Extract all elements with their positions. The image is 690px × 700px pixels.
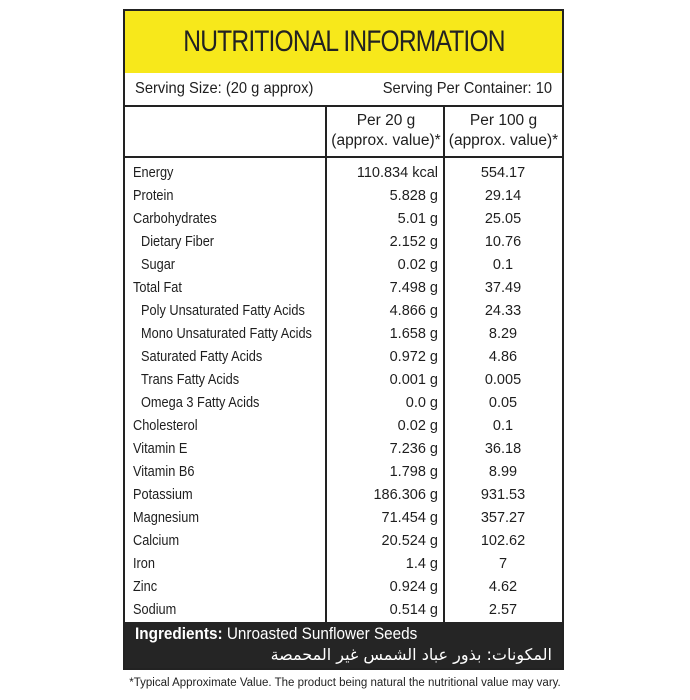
panel-title: NUTRITIONAL INFORMATION bbox=[182, 25, 505, 58]
nutrient-row bbox=[125, 599, 562, 622]
per-100-header-line2: (approx. value)* bbox=[448, 132, 559, 149]
nutrient-name: Vitamin B6 bbox=[133, 464, 195, 480]
per-100-value: 8.29 bbox=[488, 326, 518, 342]
per-100-value: 0.1 bbox=[492, 257, 514, 273]
per-serving-value: 186.306 g bbox=[373, 487, 438, 503]
nutrient-row bbox=[125, 346, 562, 369]
ingredients-arabic: المكونات: بذور عباد الشمس غير المحمصة bbox=[270, 645, 552, 664]
ingredients-text: Unroasted Sunflower Seeds bbox=[222, 624, 418, 643]
per-100-value: 8.99 bbox=[488, 464, 518, 480]
nutrient-row bbox=[125, 392, 562, 415]
per-serving-value: 5.01 g bbox=[397, 211, 438, 227]
nutrient-row bbox=[125, 208, 562, 231]
per-100-value: 36.18 bbox=[484, 441, 522, 457]
per-100-value: 7 bbox=[498, 556, 508, 572]
per-serving-value: 5.828 g bbox=[389, 188, 438, 204]
per-serving-value: 0.001 g bbox=[389, 372, 438, 388]
per-100-value: 4.62 bbox=[488, 579, 518, 595]
per-100-value: 24.33 bbox=[484, 303, 522, 319]
nutrient-name: Magnesium bbox=[133, 510, 199, 526]
nutrient-row bbox=[125, 369, 562, 392]
ingredients-label: Ingredients: bbox=[135, 624, 223, 643]
nutrient-row bbox=[125, 461, 562, 484]
nutrient-name: Omega 3 Fatty Acids bbox=[141, 395, 260, 411]
per-100-value: 37.49 bbox=[484, 280, 522, 296]
nutrient-name: Saturated Fatty Acids bbox=[141, 349, 263, 365]
nutrient-row bbox=[125, 530, 562, 553]
nutrient-row bbox=[125, 438, 562, 461]
nutrient-name: Calcium bbox=[133, 533, 180, 549]
nutrient-table bbox=[125, 162, 562, 622]
per-100-value: 554.17 bbox=[480, 165, 526, 181]
serving-size: Serving Size: (20 g approx) bbox=[135, 80, 314, 97]
per-serving-value: 0.02 g bbox=[397, 418, 438, 434]
ingredients-english bbox=[135, 624, 417, 644]
per-serving-value: 7.498 g bbox=[389, 280, 438, 296]
footnote: *Typical Approximate Value. The product being natural the nutritional value may vary. bbox=[129, 677, 561, 689]
nutrient-name: Trans Fatty Acids bbox=[141, 372, 240, 388]
per-100-value: 4.86 bbox=[488, 349, 518, 365]
per-100-value: 357.27 bbox=[480, 510, 526, 526]
per-serving-header bbox=[327, 111, 445, 151]
per-serving-value: 0.02 g bbox=[397, 257, 438, 273]
per-serving-value: 0.972 g bbox=[389, 349, 438, 365]
per-serving-value: 0.0 g bbox=[405, 395, 438, 411]
per-serving-value: 20.524 g bbox=[381, 533, 438, 549]
per-serving-value: 71.454 g bbox=[381, 510, 438, 526]
per-serving-value: 1.4 g bbox=[405, 556, 438, 572]
per-100-header bbox=[445, 111, 562, 151]
nutrient-name: Dietary Fiber bbox=[141, 234, 215, 250]
per-100-value: 102.62 bbox=[480, 533, 526, 549]
nutrient-name: Cholesterol bbox=[133, 418, 198, 434]
per-100-header-line1: Per 100 g bbox=[469, 112, 538, 129]
per-serving-value: 110.834 kcal bbox=[356, 165, 438, 181]
nutrient-row bbox=[125, 231, 562, 254]
nutrient-row bbox=[125, 415, 562, 438]
per-serving-value: 4.866 g bbox=[389, 303, 438, 319]
per-serving-value: 2.152 g bbox=[389, 234, 438, 250]
per-100-value: 25.05 bbox=[484, 211, 522, 227]
column-header-row bbox=[125, 107, 562, 158]
per-serving-value: 1.658 g bbox=[389, 326, 438, 342]
nutrient-row bbox=[125, 484, 562, 507]
serving-info-row bbox=[125, 73, 562, 107]
per-100-value: 0.005 bbox=[484, 372, 522, 388]
ingredients-box bbox=[125, 622, 562, 668]
nutrient-name: Energy bbox=[133, 165, 174, 181]
nutrient-name: Vitamin E bbox=[133, 441, 188, 457]
nutrient-row bbox=[125, 507, 562, 530]
per-100-value: 10.76 bbox=[484, 234, 522, 250]
nutrient-name: Zinc bbox=[133, 579, 158, 595]
nutrient-name: Poly Unsaturated Fatty Acids bbox=[141, 303, 305, 319]
servings-per-container: Serving Per Container: 10 bbox=[382, 80, 552, 97]
title-bar bbox=[125, 11, 562, 73]
nutrient-name: Carbohydrates bbox=[133, 211, 217, 227]
nutrient-row bbox=[125, 323, 562, 346]
per-serving-value: 1.798 g bbox=[389, 464, 438, 480]
nutrient-name: Potassium bbox=[133, 487, 193, 503]
nutrient-row bbox=[125, 576, 562, 599]
nutrient-name: Iron bbox=[133, 556, 155, 572]
nutrient-row bbox=[125, 277, 562, 300]
per-serving-value: 0.924 g bbox=[389, 579, 438, 595]
per-serving-header-line2: (approx. value)* bbox=[331, 132, 441, 149]
per-100-value: 29.14 bbox=[484, 188, 522, 204]
nutrient-row bbox=[125, 300, 562, 323]
nutrient-name: Protein bbox=[133, 188, 174, 204]
per-serving-value: 7.236 g bbox=[389, 441, 438, 457]
nutrient-name: Sugar bbox=[141, 257, 176, 273]
nutrient-row bbox=[125, 254, 562, 277]
nutrient-row bbox=[125, 553, 562, 576]
nutrient-name: Total Fat bbox=[133, 280, 182, 296]
per-serving-header-line1: Per 20 g bbox=[356, 112, 416, 129]
nutrient-name: Sodium bbox=[133, 602, 177, 618]
nutrient-row bbox=[125, 162, 562, 185]
nutrient-name: Mono Unsaturated Fatty Acids bbox=[141, 326, 312, 342]
per-100-value: 2.57 bbox=[488, 602, 518, 618]
nutrient-row bbox=[125, 185, 562, 208]
per-serving-value: 0.514 g bbox=[389, 602, 438, 618]
per-100-value: 0.1 bbox=[492, 418, 514, 434]
nutrition-panel bbox=[123, 9, 564, 670]
per-100-value: 0.05 bbox=[488, 395, 518, 411]
per-100-value: 931.53 bbox=[480, 487, 526, 503]
